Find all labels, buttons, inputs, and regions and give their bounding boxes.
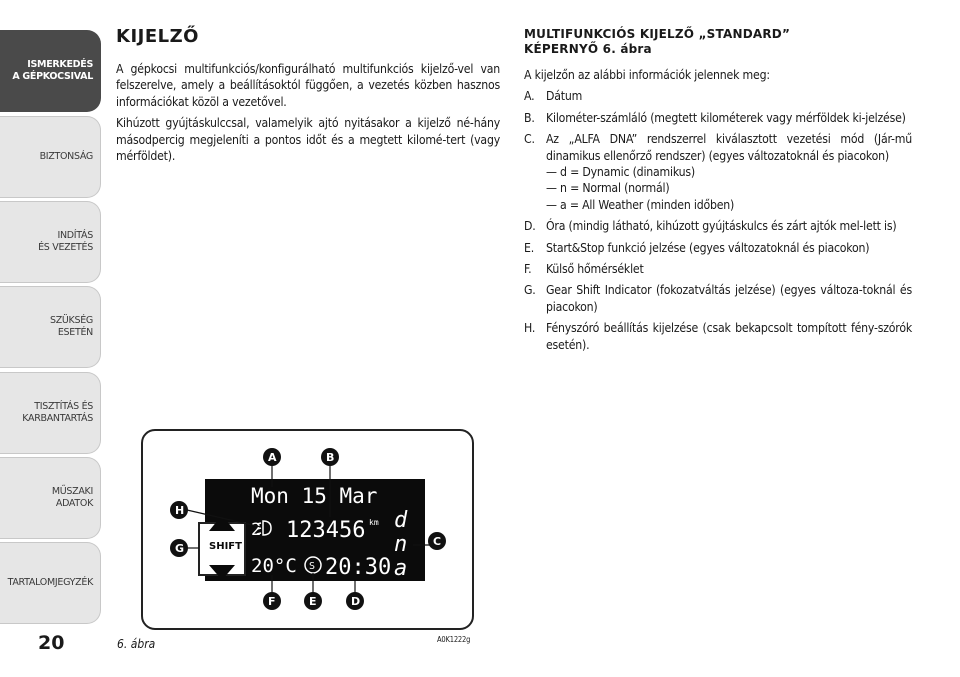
display-figure: [141, 429, 474, 630]
item-text: Külső hőmérséklet: [546, 262, 644, 277]
tab-label: TISZTÍTÁS ÉS KARBANTARTÁS: [22, 401, 93, 424]
lcd-headlight-level: 2: [251, 520, 262, 540]
subsection-title: MULTIFUNKCIÓS KIJELZŐ „STANDARD” KÉPERNYŐ 6. ábra: [524, 27, 791, 56]
list-item: [524, 131, 912, 213]
item-text: Start&Stop funkció jelzése (egyes változatoknál és piacokon): [546, 240, 870, 255]
tab-tisztitas[interactable]: [0, 372, 101, 454]
figure-code: A0K1222g: [437, 635, 471, 644]
item-letter: B.: [524, 110, 535, 125]
callout-letter: F: [268, 595, 276, 608]
tab-label: TARTALOMJEGYZÉK: [7, 577, 93, 588]
item-text: Fényszóró beállítás kijelzése (csak bekapcsolt tompított fény-szórók esetén).: [546, 321, 912, 352]
item-text: Óra (mindig látható, kihúzott gyújtáskulcs és zárt ajtók mel-lett is): [546, 219, 897, 234]
item-letter: H.: [524, 321, 536, 336]
list-item: [524, 88, 912, 104]
item-text: Kilométer-számláló (megtett kilométerek vagy mérföldek ki-jelzése): [546, 110, 906, 125]
tab-label: INDÍTÁS ÉS VEZETÉS: [38, 230, 93, 253]
item-letter: F.: [524, 262, 532, 277]
list-item: [524, 261, 912, 277]
tab-label: MŰSZAKI ADATOK: [51, 486, 93, 509]
lcd-mode-n: n: [394, 532, 408, 557]
section-title: KIJELZŐ: [116, 26, 199, 47]
shift-label: SHIFT: [209, 541, 242, 552]
page-number: 20: [38, 632, 65, 654]
lcd-odometer: 123456: [286, 518, 366, 543]
item-letter: D.: [524, 219, 536, 234]
paragraph: A gépkocsi multifunkciós/konfigurálható multifunkciós kijelző-vel van felszerelve, amely a beállításoktól függően, a vezetés közben hasznos információkat közöl a vezetővel.: [116, 62, 500, 109]
lcd-clock: 20:30: [325, 555, 392, 580]
item-text: Dátum: [546, 89, 583, 104]
lcd-date: Mon 15 Mar: [251, 484, 378, 508]
list-item: [524, 218, 912, 234]
list-item: [524, 282, 912, 315]
lcd-startstop: S: [309, 561, 316, 572]
callout-letter: C: [433, 535, 442, 548]
tab-ismerkedes[interactable]: [0, 30, 101, 112]
tab-label: ISMERKEDÉS A GÉPKOCSIVAL: [12, 59, 93, 82]
callout-letter: D: [351, 595, 361, 608]
tab-label: SZÜKSÉG ESETÉN: [49, 315, 93, 338]
intro-text: A kijelzőn az alábbi információk jelennek meg:: [524, 68, 770, 82]
figure-caption: 6. ábra: [117, 637, 156, 651]
item-letter: E.: [524, 240, 535, 255]
item-letter: G.: [524, 283, 536, 298]
left-column: [116, 26, 500, 169]
callout-letter: B: [326, 451, 335, 464]
display-diagram: [143, 431, 471, 627]
info-list: [524, 88, 912, 353]
item-letter: C.: [524, 132, 535, 147]
tab-biztonsag[interactable]: [0, 116, 101, 198]
lcd-unit: km: [369, 518, 379, 527]
sub-item: — a = All Weather (minden időben): [546, 197, 735, 212]
paragraph: Kihúzott gyújtáskulccsal, valamelyik ajtó nyitásakor a kijelző né-hány másodpercig megjeleníti a pontos időt és a megtett kilomé-tert (vagy mérföldet).: [116, 116, 500, 164]
sub-item: — n = Normal (normál): [546, 181, 670, 196]
lcd-mode-d: d: [394, 508, 408, 533]
lcd-mode-a: a: [394, 556, 408, 581]
chapter-sidebar: [0, 0, 103, 677]
list-item: [524, 320, 912, 353]
right-column: [524, 27, 912, 358]
sub-item: — d = Dynamic (dinamikus): [546, 165, 696, 180]
list-item: [524, 240, 912, 256]
lcd-temperature: 20°C: [251, 555, 297, 577]
tab-label: BIZTONSÁG: [39, 151, 93, 162]
list-item: [524, 110, 912, 126]
item-text: Az „ALFA DNA” rendszerrel kiválasztott vezetési mód (Jár-mű dinamikus ellenőrző rendszer) (egyes változatoknál és piacokon): [546, 132, 912, 163]
callout-letter: G: [175, 542, 185, 555]
tab-muszaki[interactable]: [0, 457, 101, 539]
tab-szukseg[interactable]: [0, 286, 101, 368]
tab-tartalomjegyzek[interactable]: [0, 542, 101, 624]
tab-inditas[interactable]: [0, 201, 101, 283]
callout-letter: H: [175, 504, 185, 517]
item-letter: A.: [524, 89, 535, 104]
callout-letter: A: [268, 451, 277, 464]
callout-letter: E: [309, 595, 317, 608]
item-text: Gear Shift Indicator (fokozatváltás jelzése) (egyes változa-toknál és piacokon): [546, 283, 912, 314]
